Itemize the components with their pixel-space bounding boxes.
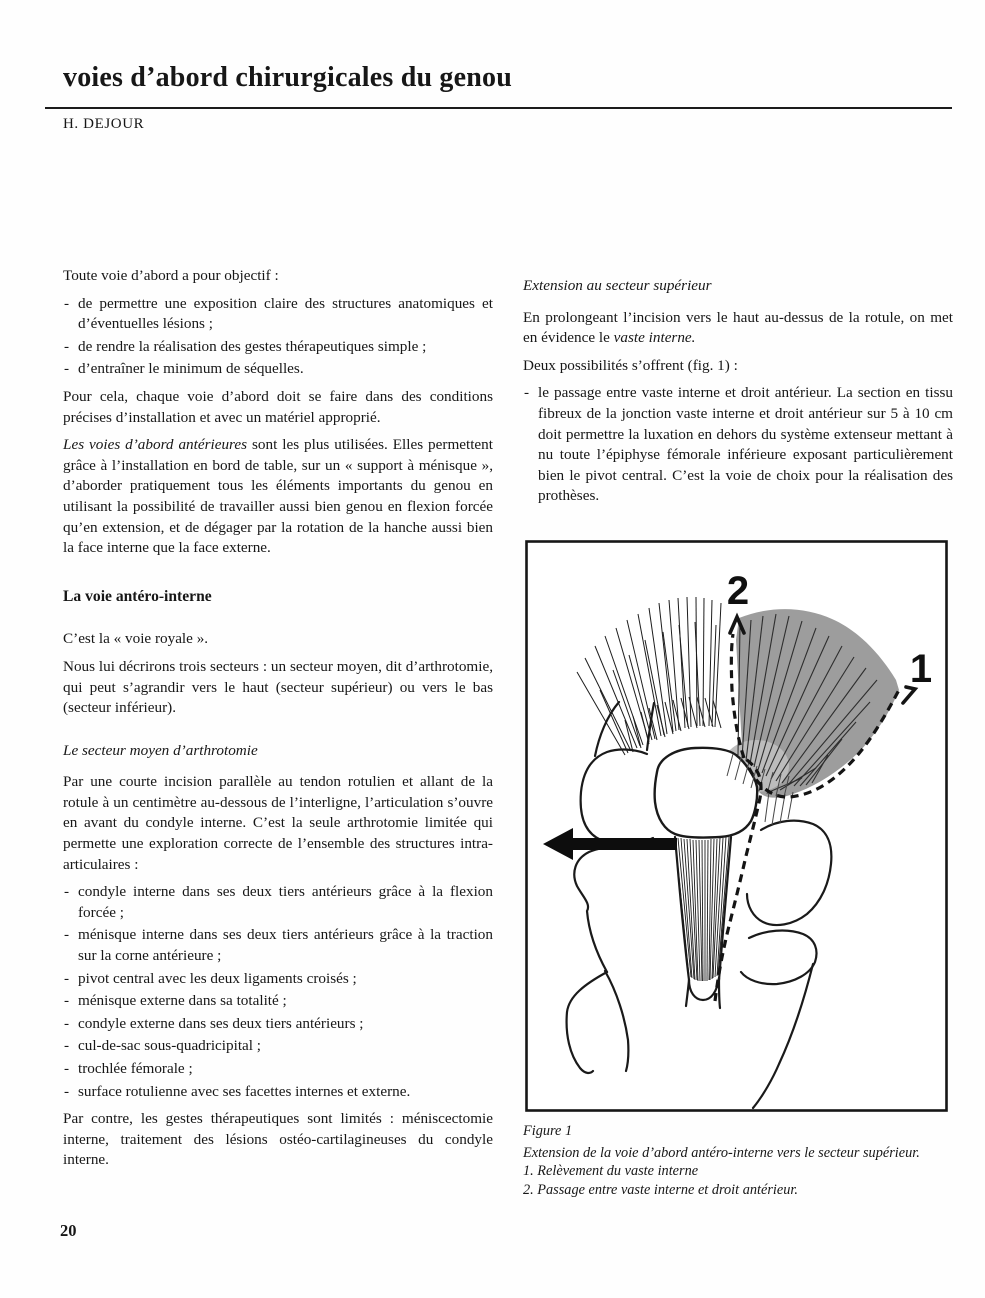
page-number: 20 xyxy=(60,1221,77,1240)
structures-list xyxy=(63,882,493,1102)
dash-marker: - xyxy=(64,1037,70,1055)
paragraph-conditions: Pour cela, chaque voie d’abord doit se faire dans des conditions précises d’installation et avec un matériel approprié. xyxy=(63,387,493,426)
dash-marker: - xyxy=(64,926,70,944)
list-item-text: de permettre une exposition claire des structures anatomiques et d’éventuelles lésions ; xyxy=(78,294,493,333)
patella xyxy=(655,748,758,838)
list-item-text: de rendre la réalisation des gestes thérapeutiques simple ; xyxy=(78,337,427,355)
list-item xyxy=(63,969,493,990)
dash-marker: - xyxy=(64,360,70,378)
paragraph-prolong xyxy=(523,308,953,349)
list-item-text: condyle interne dans ses deux tiers antérieurs grâce à la flexion forcée ; xyxy=(78,883,493,921)
italic-lead: Les voies d’abord antérieures xyxy=(63,436,248,454)
dash-marker: - xyxy=(64,294,70,312)
paragraph-royale: C’est la « voie royale ». xyxy=(63,630,209,648)
section-heading: La voie antéro-interne xyxy=(63,587,212,605)
list-item xyxy=(63,337,493,358)
dash-marker: - xyxy=(524,384,530,402)
knee-diagram xyxy=(525,540,948,1112)
dash-marker: - xyxy=(64,1014,70,1032)
list-item xyxy=(63,991,493,1012)
title-rule xyxy=(45,107,952,109)
caption-title: Figure 1 xyxy=(523,1123,573,1139)
list-item-text: le passage entre vaste interne et droit antérieur. La section en tissu fibreux de la jonction vaste interne et droit antérieur sur 5 à 10 cm doit permettre la luxation en dehors du système extenseur mettant à nu toute l’épiphyse fémorale inférieure exposant particulièrement bien le pivot central. C’est la voie de choix pour la réalisation des prothèses. xyxy=(538,384,953,505)
list-item-text: ménisque externe dans sa totalité ; xyxy=(78,992,287,1010)
list-item-text: condyle externe dans ses deux tiers antérieurs ; xyxy=(78,1014,364,1032)
list-item xyxy=(523,383,953,507)
paragraph-limits: Par contre, les gestes thérapeutiques sont limités : méniscectomie interne, traitement des lésions ostéo-cartilagineuses du condyle interne. xyxy=(63,1110,493,1169)
paragraph-incision: Par une courte incision parallèle au tendon rotulien et allant de la rotule à un centimètre au-dessous de l’interligne, l’articulation s’ouvre en avant du condyle interne. C’est la seule arthrotomie limitée qui permette une exploration correcte de l’ensemble des structures intra-articulaires : xyxy=(63,773,493,873)
list-item xyxy=(63,1059,493,1080)
dash-marker: - xyxy=(64,1060,70,1077)
dash-marker: - xyxy=(64,992,70,1010)
right-column xyxy=(523,266,953,514)
subsection-heading: Le secteur moyen d’arthrotomie xyxy=(63,741,258,759)
caption-item: 2. Passage entre vaste interne et droit antérieur. xyxy=(523,1181,798,1198)
list-item-text: ménisque interne dans ses deux tiers antérieurs grâce à la traction sur la corne antérieure ; xyxy=(78,926,493,965)
paragraph-objective: Toute voie d’abord a pour objectif : xyxy=(63,267,279,284)
list-item-text: cul-de-sac sous-quadricipital ; xyxy=(78,1037,262,1055)
list-item-text: d’entraîner le minimum de séquelles. xyxy=(78,360,304,378)
author-name: H. DEJOUR xyxy=(63,116,145,132)
passage-list xyxy=(523,383,953,507)
paragraph-rest: sont les plus utilisées. Elles permettent grâce à l’installation en bord de table, sur un « support à ménisque », d’aborder pratiquement tous les éléments importants du genou en utilisant la possibilité de travailler aussi bien genou en flexion forcée qu’en extension, et de dégager par la rotation de la hanche aussi bien la face interne que la face externe. xyxy=(63,436,493,557)
list-item-text: surface rotulienne avec ses facettes internes et externe. xyxy=(78,1082,411,1100)
caption-text: Extension de la voie d’abord antéro-interne vers le secteur supérieur. xyxy=(523,1144,920,1161)
list-item xyxy=(63,1082,493,1103)
figure-caption xyxy=(523,1122,955,1199)
dash-marker: - xyxy=(64,883,70,901)
objectives-list xyxy=(63,294,493,380)
paragraph-anterior xyxy=(63,435,493,559)
list-item xyxy=(63,294,493,335)
italic-term: vaste interne. xyxy=(613,329,696,347)
caption-item: 1. Relèvement du vaste interne xyxy=(523,1163,699,1180)
list-item xyxy=(63,1036,493,1057)
list-item xyxy=(63,882,493,923)
dash-marker: - xyxy=(64,969,70,987)
figure-label-1: 1 xyxy=(909,647,933,691)
paragraph-possibilites: Deux possibilités s’offrent (fig. 1) : xyxy=(523,356,738,374)
figure-1 xyxy=(525,540,948,1117)
list-item-text: trochlée fémorale ; xyxy=(78,1060,193,1077)
page-title: voies d’abord chirurgicales du genou xyxy=(63,62,513,93)
list-item xyxy=(63,359,493,380)
paragraph-lead: En prolongeant l’incision vers le haut au-dessus de la rotule, on met en évidence le xyxy=(523,308,953,347)
dash-marker: - xyxy=(64,337,70,355)
list-item xyxy=(63,925,493,966)
list-item-text: pivot central avec les deux ligaments croisés ; xyxy=(78,969,357,987)
figure-label-2: 2 xyxy=(726,569,750,613)
right-subsection-heading: Extension au secteur supérieur xyxy=(523,277,712,294)
left-column xyxy=(63,266,493,1178)
list-item xyxy=(63,1014,493,1035)
paragraph-secteurs: Nous lui décrirons trois secteurs : un secteur moyen, dit d’arthrotomie, qui peut s’agrandir vers le haut (secteur supérieur) ou vers le bas (secteur inférieur). xyxy=(63,657,493,717)
dash-marker: - xyxy=(64,1082,70,1100)
